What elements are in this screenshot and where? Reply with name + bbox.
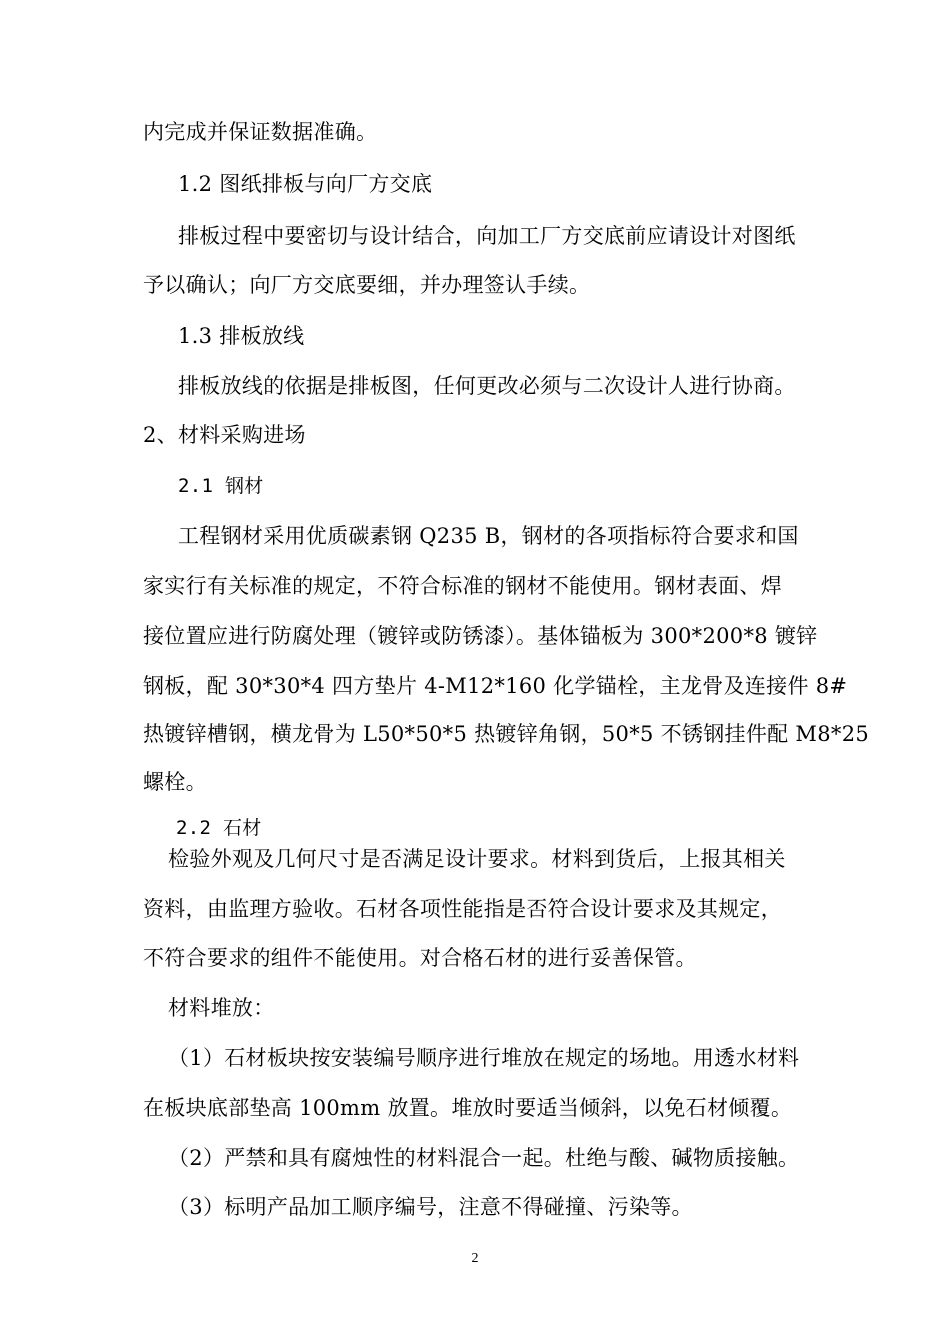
section-heading-1-3: 1.3 排板放线: [178, 324, 305, 348]
paragraph-line: 予以确认；向厂方交底要细，并办理签认手续。: [143, 273, 591, 297]
paragraph-line: 排板过程中要密切与设计结合，向加工厂方交底前应请设计对图纸: [178, 224, 796, 248]
paragraph-line: 在板块底部垫高 100mm 放置。堆放时要适当倾斜，以免石材倾覆。: [143, 1096, 793, 1120]
list-item: （3）标明产品加工顺序编号，注意不得碰撞、污染等。: [168, 1195, 693, 1219]
list-item: （2）严禁和具有腐烛性的材料混合一起。杜绝与酸、碱物质接触。: [168, 1146, 800, 1170]
paragraph-line: 不符合要求的组件不能使用。对合格石材的进行妥善保管。: [143, 946, 697, 970]
paragraph-line: 家实行有关标准的规定，不符合标准的钢材不能使用。钢材表面、焊: [143, 574, 782, 598]
paragraph-line: 资料，由监理方验收。石材各项性能指是否符合设计要求及其规定，: [143, 897, 782, 921]
paragraph-line: 内完成并保证数据准确。: [143, 120, 378, 144]
paragraph-line: 接位置应进行防腐处理（镀锌或防锈漆）。基体锚板为 300*200*8 镀锌: [143, 624, 818, 648]
section-heading-1-2: 1.2 图纸排板与向厂方交底: [178, 172, 433, 196]
page-number: 2: [471, 1251, 479, 1266]
section-heading-2: 2、材料采购进场: [143, 423, 306, 447]
paragraph-line: 螺栓。: [143, 770, 207, 794]
paragraph-line: 排板放线的依据是排板图，任何更改必须与二次设计人进行协商。: [178, 374, 796, 398]
list-item: （1）石材板块按安装编号顺序进行堆放在规定的场地。用透水材料: [168, 1046, 800, 1070]
section-heading-2-2: 2.2 石材: [176, 817, 262, 839]
section-heading-2-1: 2.1 钢材: [178, 475, 264, 497]
subheading-material-storage: 材料堆放：: [168, 996, 275, 1020]
paragraph-line: 热镀锌槽钢，横龙骨为 L50*50*5 热镀锌角钢，50*5 不锈钢挂件配 M8*25: [143, 722, 870, 746]
paragraph-line: 钢板，配 30*30*4 四方垫片 4-M12*160 化学锚栓，主龙骨及连接件 8#: [143, 674, 848, 698]
paragraph-line: 检验外观及几何尺寸是否满足设计要求。材料到货后，上报其相关: [168, 847, 786, 871]
paragraph-line: 工程钢材采用优质碳素钢 Q235 B，钢材的各项指标符合要求和国: [178, 524, 799, 548]
